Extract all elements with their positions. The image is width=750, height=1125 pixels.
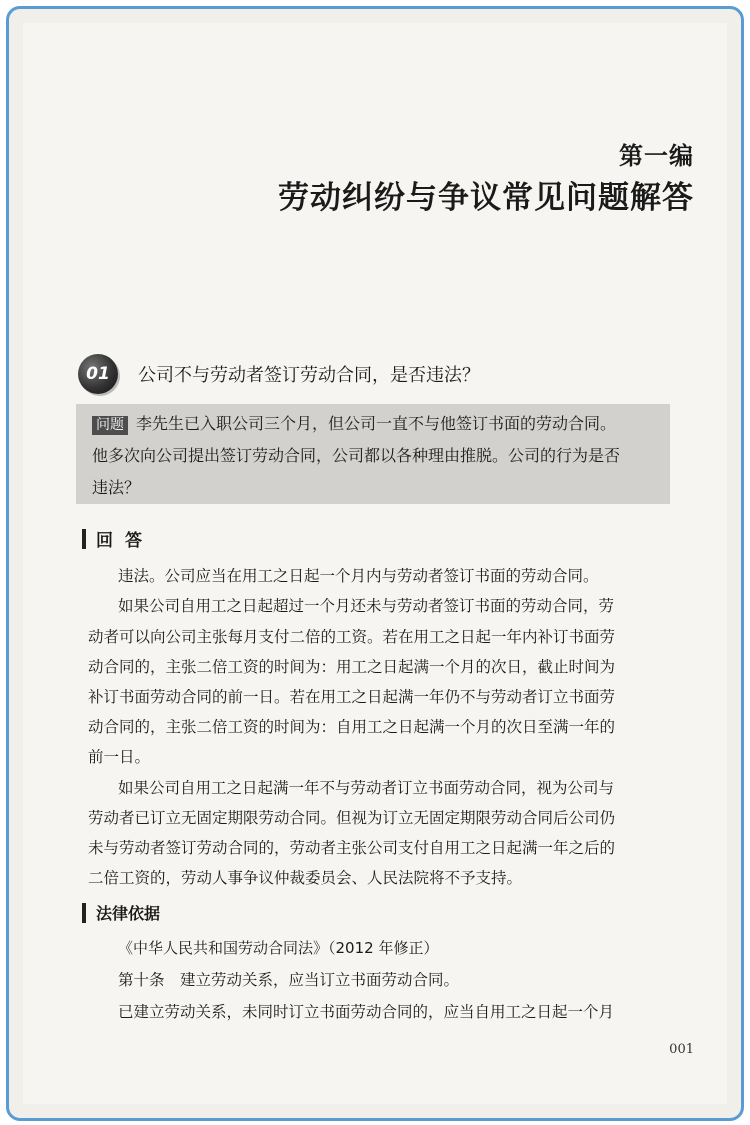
answer-line: 如果公司自用工之日起超过一个月还未与劳动者签订书面的劳动合同，劳 <box>118 597 615 615</box>
page-number: 001 <box>669 1042 694 1057</box>
answer-line: 前一日。 <box>88 748 151 766</box>
answer-line: 违法。公司应当在用工之日起一个月内与劳动者签订书面的劳动合同。 <box>118 567 599 585</box>
question-text: 李先生已入职公司三个月，但公司一直不与他签订书面的劳动合同。 <box>136 414 617 433</box>
law-line: 已建立劳动关系，未同时订立书面劳动合同的，应当自用工之日起一个月 <box>118 1003 615 1021</box>
chapter-title: 劳动纠纷与争议常见问题解答 <box>278 180 694 216</box>
chapter-label: 第一编 <box>619 142 694 170</box>
question-number-badge: 01 <box>78 354 118 394</box>
answer-line: 动合同的，主张二倍工资的时间为：用工之日起满一个月的次日，截止时间为 <box>88 658 616 676</box>
question-line: 他多次向公司提出签订劳动合同，公司都以各种理由推脱。公司的行为是否 <box>92 446 621 465</box>
answer-heading <box>82 526 154 551</box>
answer-line: 劳动者已订立无固定期限劳动合同。但视为订立无固定期限劳动合同后公司仍 <box>88 809 616 827</box>
heading-bar <box>82 903 86 923</box>
answer-line: 未与劳动者签订劳动合同的，劳动者主张公司支付自用工之日起满一年之后的 <box>88 839 616 857</box>
answer-line: 如果公司自用工之日起满一年不与劳动者订立书面劳动合同，视为公司与 <box>118 779 615 797</box>
question-line <box>92 414 616 435</box>
answer-line: 补订书面劳动合同的前一日。若在用工之日起满一年仍不与劳动者订立书面劳 <box>88 688 616 706</box>
law-title: 《中华人民共和国劳动合同法》（2012 年修正） <box>118 939 439 957</box>
answer-line: 动合同的，主张二倍工资的时间为：自用工之日起满一个月的次日至满一年的 <box>88 718 616 736</box>
legal-basis-heading <box>82 901 160 924</box>
question-title: 公司不与劳动者签订劳动合同，是否违法？ <box>138 365 480 386</box>
question-line: 违法？ <box>92 478 141 497</box>
answer-heading-text: 回答 <box>96 531 154 551</box>
legal-basis-heading-text: 法律依据 <box>96 904 161 923</box>
question-tag: 问题 <box>92 416 128 435</box>
law-line: 第十条 建立劳动关系，应当订立书面劳动合同。 <box>118 971 460 989</box>
answer-line: 二倍工资的，劳动人事争议仲裁委员会、人民法院将不予支持。 <box>88 869 523 887</box>
answer-line: 动者可以向公司主张每月支付二倍的工资。若在用工之日起一年内补订书面劳 <box>88 628 616 646</box>
heading-bar <box>82 529 86 549</box>
question-heading <box>78 354 480 394</box>
